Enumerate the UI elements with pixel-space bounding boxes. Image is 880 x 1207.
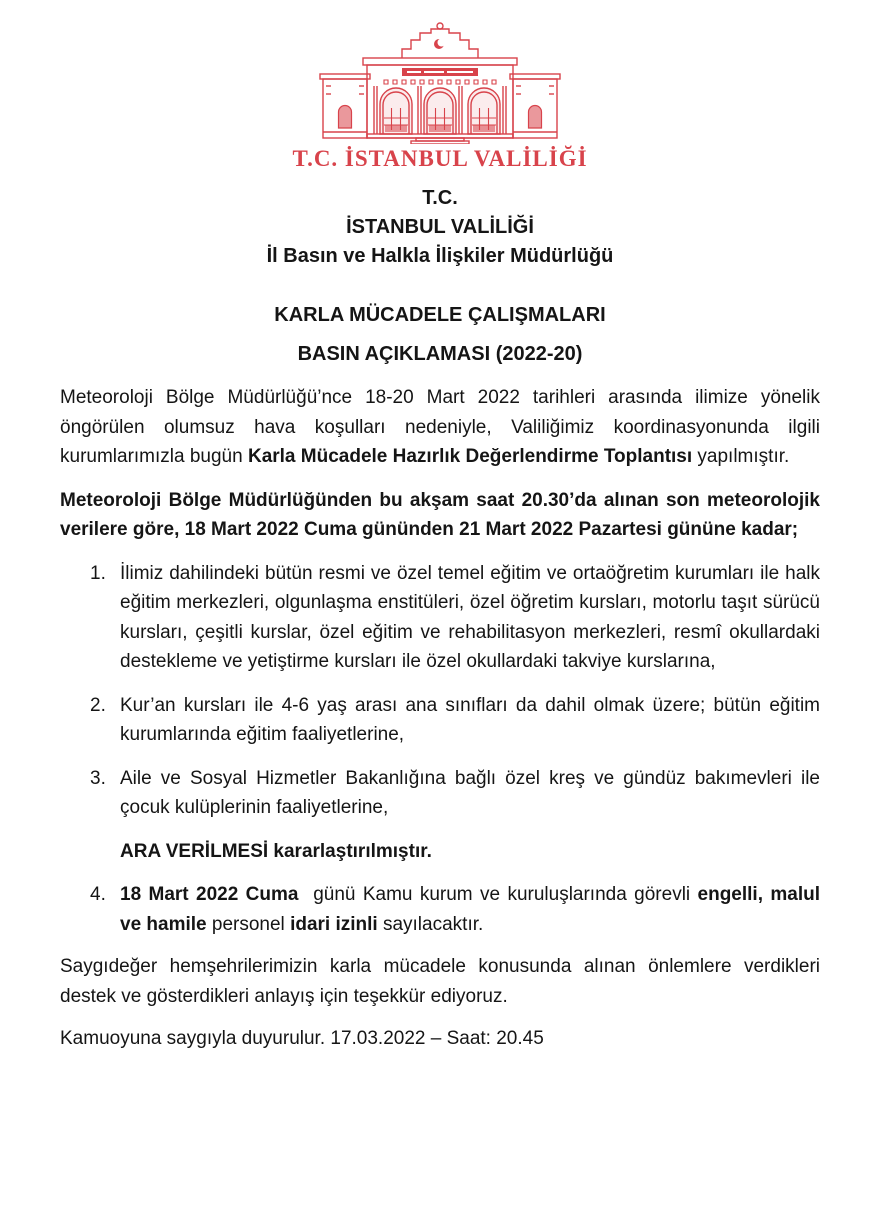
release-title: BASIN AÇIKLAMASI (2022-20)	[297, 343, 583, 365]
title-block	[60, 304, 820, 366]
intro-paragraph	[60, 383, 820, 472]
list-text-4: 18 Mart 2022 Cuma günü Kamu kurum ve kuruluşlarında görevli engelli, malul ve hamile personel idari izinli sayılacaktır.	[120, 884, 820, 935]
date-bold: 18 Mart 2022 Cuma	[120, 884, 299, 905]
list-text-3: Aile ve Sosyal Hizmetler Bakanlığına bağlı özel kreş ve gündüz bakımevleri ile çocuk kulüplerinin faaliyetlerine,	[120, 767, 820, 818]
announcement-line: Kamuoyuna saygıyla duyurulur. 17.03.2022 – Saat: 20.45	[60, 1028, 544, 1049]
intro-text: Meteoroloji Bölge Müdürlüğü’nce 18-20 Mart 2022 tarihleri arasında ilimize yönelik öngörülen olumsuz hava koşulları nedeniyle, Valiliğimiz koordinasyonunda ilgili kurumlarımızla bugün	[60, 387, 820, 467]
thanks-paragraph: Saygıdeğer hemşehrilerimizin karla mücadele konusunda alınan önlemlere verdikleri destek ve gösterdikleri anlayış için teşekkür ediyoruz.	[60, 956, 820, 1007]
list-text-2: Kur’an kursları ile 4-6 yaş arası ana sınıfları da dahil olmak üzere; bütün eğitim kurumlarında eğitim faaliyetlerine,	[120, 694, 820, 745]
list-text-1: İlimiz dahilindeki bütün resmi ve özel temel eğitim ve ortaöğretim kurumları ile halk eğitim merkezleri, olgunlaşma enstitüleri, özel öğretim kursları, motorlu taşıt sürücü kursları, çeşitli kurslar, özel eğitim ve rehabilitasyon merkezleri, resmî okullardaki destekleme ve yetiştirme kursları ile özel okullardaki takviye kurslarına,	[120, 562, 820, 672]
republic-abbrev: T.C.	[422, 187, 458, 209]
list-number-1: 1.	[90, 562, 106, 584]
personnel-groups-bold: engelli, malul ve hamile	[120, 884, 820, 935]
logo-caption: T.C. İSTANBUL VALİLİĞİ	[292, 146, 588, 171]
forecast-paragraph: Meteoroloji Bölge Müdürlüğünden bu akşam saat 20.30’da alınan son meteorolojik verilere göre, 18 Mart 2022 Cuma gününden 21 Mart 2022 Pazartesi gününe kadar;	[60, 489, 820, 540]
list-number-2: 2.	[90, 694, 106, 716]
letterhead	[60, 184, 820, 271]
leave-status-bold: idari izinli	[290, 913, 378, 935]
list-number-3: 3.	[90, 767, 106, 789]
meeting-name-bold: Karla Mücadele Hazırlık Değerlendirme Toplantısı	[247, 446, 693, 467]
list-number-4: 4.	[90, 884, 106, 905]
list-item-1	[60, 559, 820, 677]
subject-title: KARLA MÜCADELE ÇALIŞMALARI	[274, 304, 606, 326]
government-building-icon	[314, 22, 566, 144]
logo	[60, 22, 820, 172]
list-item-3	[60, 764, 820, 823]
list-item-2	[60, 691, 820, 750]
department-name: İl Basın ve Halkla İlişkiler Müdürlüğü	[266, 245, 614, 267]
governorship-name: İSTANBUL VALİLİĞİ	[346, 216, 534, 238]
intro-text-end: yapılmıştır.	[692, 446, 790, 467]
list-item-4	[60, 880, 820, 939]
decision-line: ARA VERİLMESİ kararlaştırılmıştır.	[120, 840, 432, 862]
